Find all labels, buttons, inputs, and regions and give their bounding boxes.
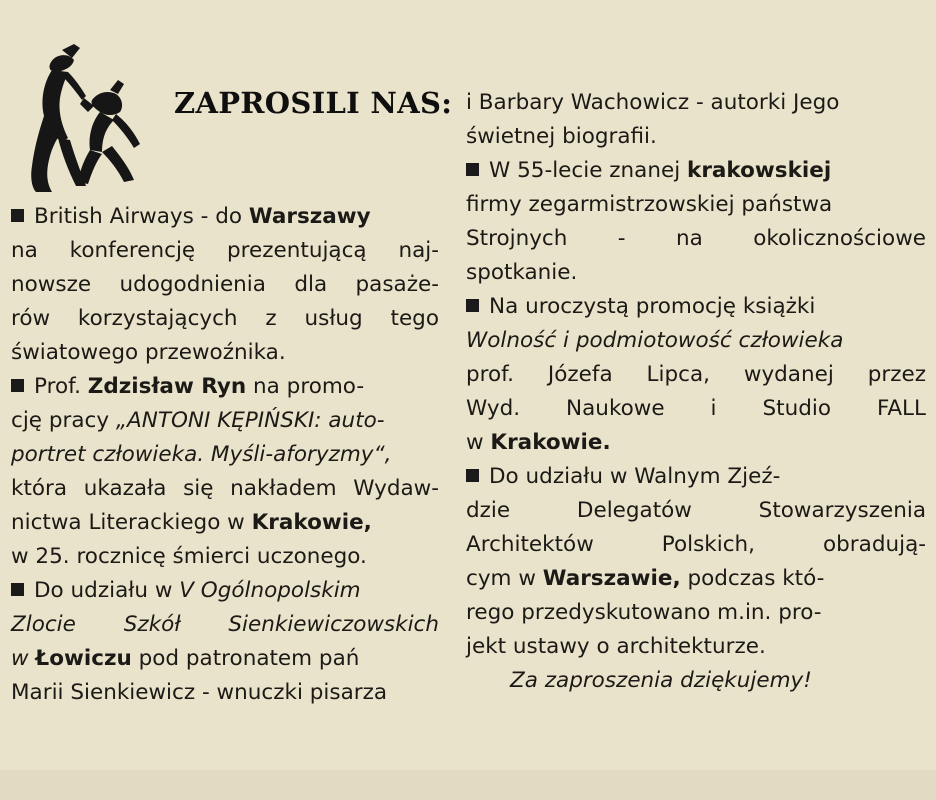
text-line: jekt ustawy o architekturze. <box>466 634 766 659</box>
bullet-square-icon <box>466 163 479 176</box>
text-line: Marii Sienkiewicz - wnuczki pisarza <box>11 680 388 705</box>
list-item: W 55-lecie znanej krakowskiej <box>466 154 926 188</box>
bullet-square-icon <box>11 379 24 392</box>
text-line: w Łowiczu pod patronatem pań <box>11 646 360 671</box>
left-column <box>11 200 439 710</box>
bullet-square-icon <box>466 299 479 312</box>
text-line: rego przedyskutowano m.in. pro- <box>466 600 822 625</box>
dancing-figures-icon <box>22 42 172 194</box>
list-item: Na uroczystą promocję książki <box>466 290 926 324</box>
list-item: Do udziału w Walnym Zjeź- <box>466 460 926 494</box>
text-line: w Krakowie. <box>466 430 611 455</box>
page-bottom-edge <box>0 770 936 800</box>
list-item: Do udziału w V Ogólnopolskim <box>11 574 439 608</box>
text-line: która ukazała się nakładem Wydaw- <box>11 476 439 501</box>
text-line: rów korzystających z usług tego <box>11 306 439 331</box>
text-line: świetnej biografii. <box>466 124 657 149</box>
text-line: cym w Warszawie, podczas któ- <box>466 566 825 591</box>
list-item: British Airways - do Warszawy <box>11 200 439 234</box>
closing-thanks: Za zaproszenia dziękujemy! <box>510 668 812 693</box>
text-line: Zlocie Szkół Sienkiewiczowskich <box>11 612 439 637</box>
text-line: Wyd. Naukowe i Studio FALL <box>466 396 926 421</box>
text-line: spotkanie. <box>466 260 578 285</box>
text-line: w 25. rocznicę śmierci uczonego. <box>11 544 367 569</box>
text-line: Architektów Polskich, obradują- <box>466 532 926 557</box>
list-item: Prof. Zdzisław Ryn na promo- <box>11 370 439 404</box>
text-line: nictwa Literackiego w Krakowie, <box>11 510 372 535</box>
text-line: światowego przewoźnika. <box>11 340 286 365</box>
bullet-square-icon <box>11 583 24 596</box>
bullet-square-icon <box>466 469 479 482</box>
bullet-square-icon <box>11 209 24 222</box>
text-line: prof. Józefa Lipca, wydanej przez <box>466 362 926 387</box>
text-line: dzie Delegatów Stowarzyszenia <box>466 498 926 523</box>
text-line: na konferencję prezentującą naj- <box>11 238 439 263</box>
book-title: Wolność i podmiotowość człowieka <box>466 328 844 353</box>
text-line: i Barbary Wachowicz - autorki Jego <box>466 90 840 115</box>
heading: ZAPROSILI NAS: <box>174 86 453 120</box>
text-line: portret człowieka. Myśli-aforyzmy“, <box>11 442 392 467</box>
text-line: nowsze udogodnienia dla pasaże- <box>11 272 439 297</box>
text-line: firmy zegarmistrzowskiej państwa <box>466 192 833 217</box>
right-column <box>466 86 926 698</box>
text-line: cję pracy „ANTONI KĘPIŃSKI: auto- <box>11 408 385 433</box>
text-line: Strojnych - na okolicznościowe <box>466 226 926 251</box>
